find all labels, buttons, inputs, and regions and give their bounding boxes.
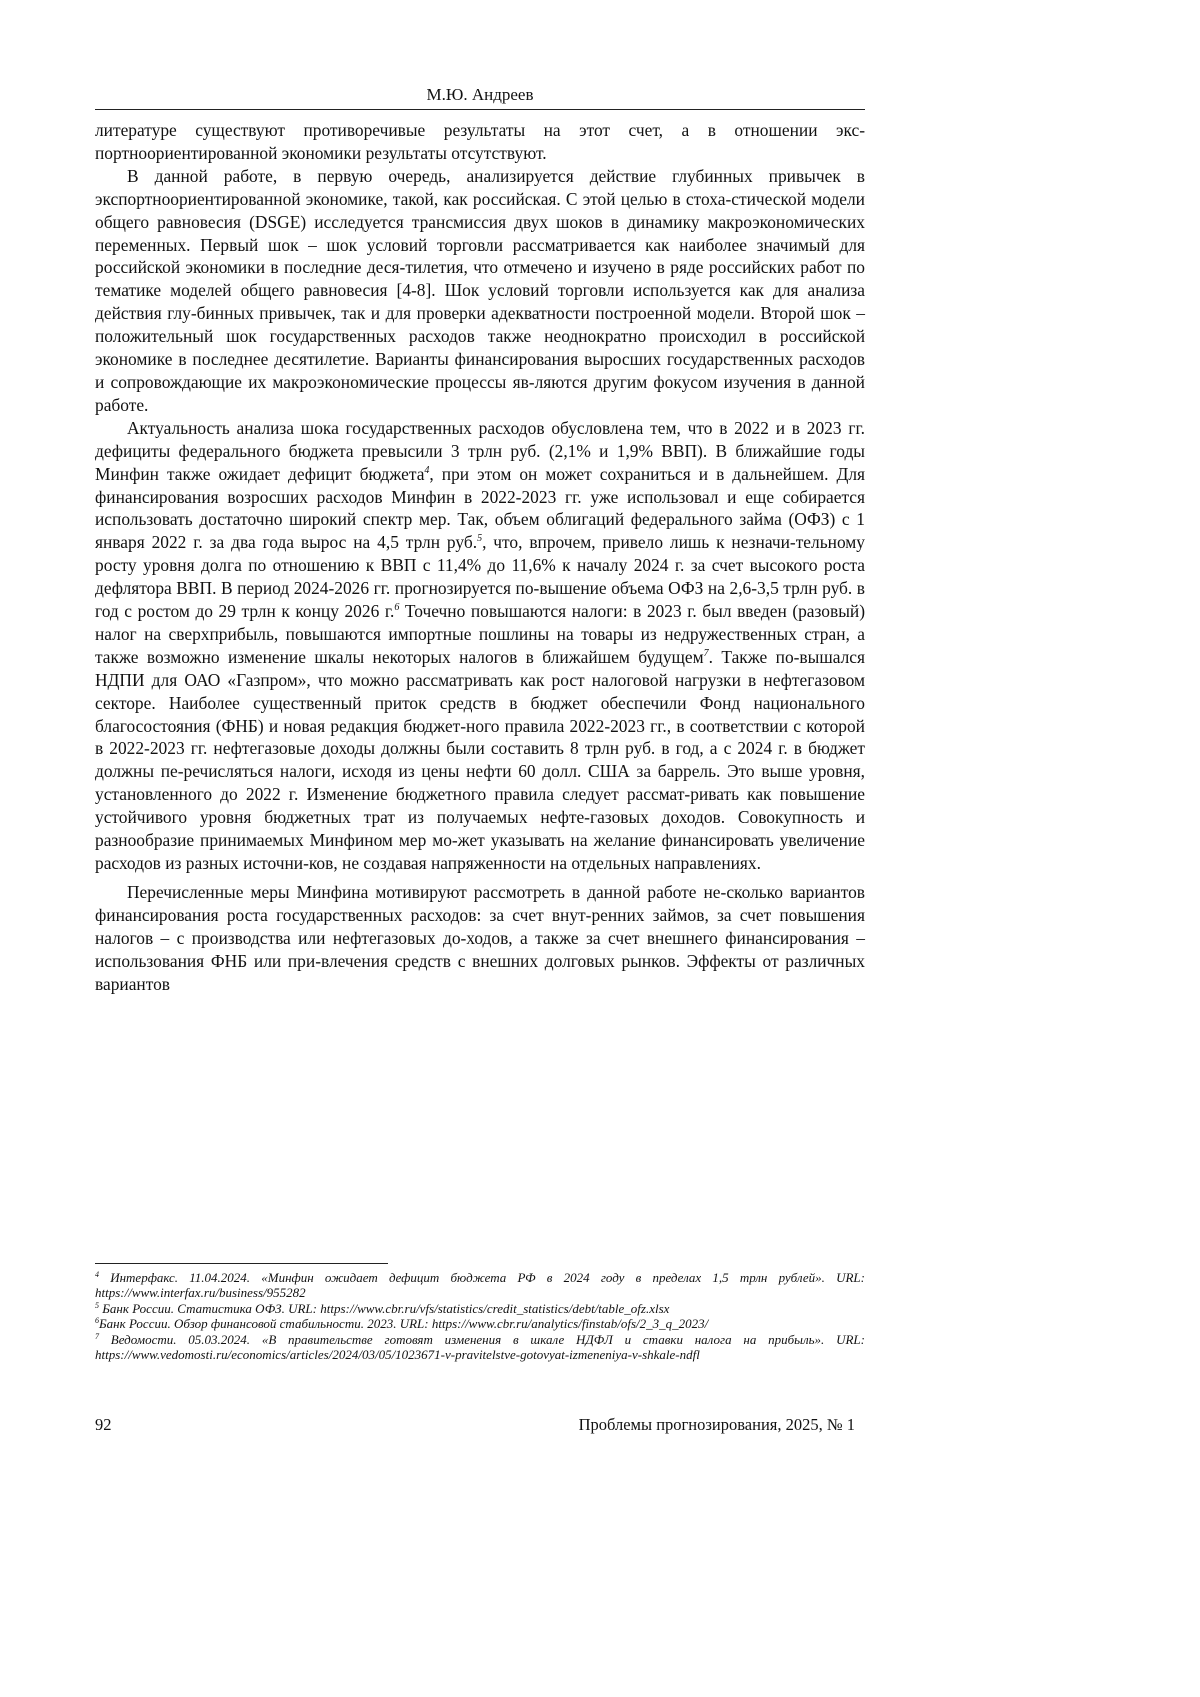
- journal-reference: Проблемы прогнозирования, 2025, № 1: [578, 1415, 855, 1434]
- footnote-mark: 6: [95, 1316, 99, 1326]
- footnotes: [95, 1270, 865, 1362]
- paragraph-1: литературе существуют противоречивые результаты на этот счет, а в отношении экс-портноориентированной экономики результаты отсутствуют.: [95, 120, 865, 163]
- body-text: [95, 119, 865, 995]
- footnote-text: Банк России. Статистика ОФЗ. URL: https://www.cbr.ru/vfs/statistics/credit_statistics/debt/table_ofz.xlsx: [99, 1300, 670, 1316]
- running-head-author: М.Ю. Андреев: [95, 84, 865, 110]
- footnote-separator: [95, 1263, 388, 1264]
- footnote-text: Интерфакс. 11.04.2024. «Минфин ожидает дефицит бюджета РФ в 2024 году в пределах 1,5 трлн рублей». URL: https://www.interfax.ru/business/955282: [95, 1270, 865, 1301]
- paragraph-3-part-b: , при этом он может сохраниться и в дальнейшем. Для финансирования возросших расходов Минфин в 2022-2023 гг. уже использовал и еще собирается использовать достаточно широкий спектр мер. Так, объем облигаций федерального займа (ОФЗ) с 1 января 2022 г. за два года вырос на 4,5 трлн руб.: [95, 463, 865, 553]
- footnote-mark: 5: [95, 1300, 99, 1310]
- paragraph-3-part-c: , что, впрочем, привело лишь к незначи-тельному росту уровня долга по отношению к ВВП с 11,4% до 11,6% к началу 2024 г. за счет высокого роста дефлятора ВВП. В период 2024-2026 гг. прогнозируется по-вышение объема ОФЗ на 2,6-3,5 трлн руб. в год с ростом до 29 трлн к концу 2026 г.: [95, 532, 866, 622]
- paragraph-3-part-d: Точечно повышаются налоги: в 2023 г. был введен (разовый) налог на сверхприбыль, повышаются импортные пошлины на товары из недружественных стран, а также возможно изменение шкалы некоторых налогов в ближайшем будущем: [95, 601, 865, 667]
- footnote-6: [95, 1316, 865, 1331]
- footnote-ref-5[interactable]: 5: [477, 533, 483, 545]
- paragraph-3-part-e: . Также по-вышался НДПИ для ОАО «Газпром», что можно рассматривать как рост налоговой нагрузки в нефтегазовом секторе. Наиболее существенный приток средств в бюджет обеспечили Фонд национального благосостояния (ФНБ) и новая редакция бюджет-ного правила 2022-2023 гг., в соответствии с которой в 2022-2023 гг. нефтегазовые доходы должны были составить 8 трлн руб. в год, а с 2024 г. в бюджет должны пе-речисляться налоги, исходя из цены нефти 60 долл. США за баррель. Это выше уровня, установленного до 2022 г. Изменение бюджетного правила следует рассмат-ривать как повышение устойчивого уровня бюджетных трат из получаемых нефте-газовых доходов. Совокупность и разнообразие принимаемых Минфином мер мо-жет указывать на желание финансировать увеличение расходов из разных источни-ков, не создавая напряженности на отдельных направлениях.: [95, 646, 865, 873]
- paragraph-4: Перечисленные меры Минфина мотивируют рассмотреть в данной работе не-сколько вариантов финансирования роста государственных расходов: за счет внут-ренних займов, за счет повышения налогов – с производства или нефтегазовых до-ходов, а также за счет внешнего финансирования – использования ФНБ или при-влечения средств с внешних долговых рынков. Эффекты от различных вариантов: [95, 881, 865, 994]
- footnote-ref-7[interactable]: 7: [703, 647, 709, 659]
- footnote-5: [95, 1301, 865, 1316]
- footnote-ref-6[interactable]: 6: [394, 602, 400, 614]
- paragraph-2: В данной работе, в первую очередь, анализируется действие глубинных привычек в экспортноориентированной экономике, такой, как российская. С этой целью в стоха-стической модели общего равновесия (DSGE) исследуется трансмиссия двух шоков в динамику макроэкономических переменных. Первый шок – шок условий торговли рассматривается как наиболее значимый для российской экономики в последние деся-тилетия, что отмечено и изучено в ряде российских работ по тематике моделей общего равновесия [4-8]. Шок условий торговли используется как для анализа действия глу-бинных привычек, так и для проверки адекватности построенной модели. Второй шок – положительный шок государственных расходов также неоднократно происходил в российской экономике в последнее десятилетие. Варианты финансирования выросших государственных расходов и сопровождающие их макроэкономические процессы яв-ляются другим фокусом изучения в данной работе.: [95, 165, 865, 415]
- footnote-mark: 7: [95, 1331, 99, 1341]
- page-number: 92: [95, 1415, 112, 1434]
- footnote-ref-4[interactable]: 4: [424, 464, 430, 476]
- footnote-4: [95, 1270, 865, 1301]
- paragraph-3: [95, 417, 865, 875]
- footnote-mark: 4: [95, 1270, 99, 1279]
- footnote-text: Банк России. Обзор финансовой стабильности. 2023. URL: https://www.cbr.ru/analytics/finstab/ofs/2_3_q_2023/: [99, 1316, 709, 1332]
- footnote-text: Ведомости. 05.03.2024. «В правительстве готовят изменения в шкале НДФЛ и ставки налога на прибыль». URL: https://www.vedomosti.ru/economics/articles/2024/03/05/1023671-v-pravitelstve-gotovyat-izmeneniya-v-shkale-ndfl: [95, 1331, 865, 1363]
- page-content: [95, 84, 865, 995]
- paragraph-3-part-a: Актуальность анализа шока государственных расходов обусловлена тем, что в 2022 и в 2023 гг. дефициты федерального бюджета превысили 3 трлн руб. (2,1% и 1,9% ВВП). В ближайшие годы Минфин также ожидает дефицит бюджета: [95, 417, 865, 484]
- footnote-7: [95, 1332, 865, 1363]
